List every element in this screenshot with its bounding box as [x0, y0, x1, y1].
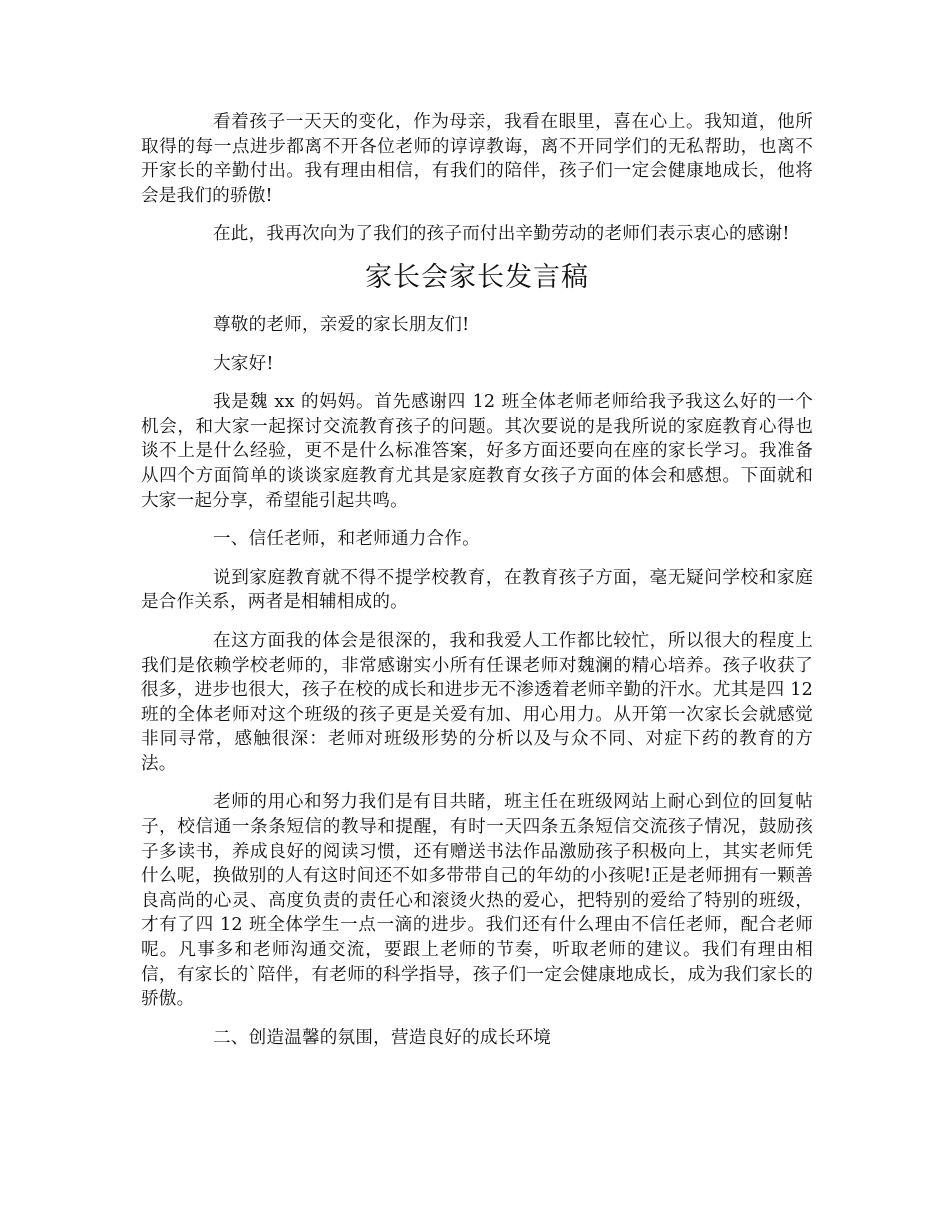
body-paragraph: 在这方面我的体会是很深的，我和我爱人工作都比较忙，所以很大的程度上我们是依赖学校老师的，非常感谢实小所有任课老师对魏澜的精心培养。孩子收获了很多，进步也很大，孩子在校的成长和进步无不渗透着老师辛勤的汗水。尤其是四 12 班的全体老师对这个班级的孩子更是关爱有加、用心用力。从开第一次家长会就感觉非同寻常，感触很深：老师对班级形势的分析以及与众不同、对症下药的教育的方法。: [141, 630, 813, 774]
body-paragraph: 我是魏 xx 的妈妈。首先感谢四 12 班全体老师老师给我予我这么好的一个机会，和大家一起探讨交流教育孩子的问题。其次要说的是我所说的家庭教育心得也谈不上是什么经验，更不是什么标准答案，好多方面还要向在座的家长学习。我准备从四个方面简单的谈谈家庭教育尤其是家庭教育女孩子方面的体会和感想。下面就和大家一起分享，希望能引起共鸣。: [141, 392, 813, 511]
intro-paragraph: 看着孩子一天天的变化，作为母亲，我看在眼里，喜在心上。我知道，他所取得的每一点进步都离不开各位老师的谆谆教诲，离不开同学们的无私帮助，也离不开家长的辛勤付出。我有理由相信，有我们的陪伴，孩子们一定会健康地成长，他将会是我们的骄傲!: [141, 112, 813, 206]
body-paragraph: 老师的用心和努力我们是有目共睹，班主任在班级网站上耐心到位的回复帖子，校信通一条条短信的教导和提醒，有时一天四条五条短信交流孩子情况，鼓励孩子多读书，养成良好的阅读习惯，还有赠送书法作品激励孩子积极向上，其实老师凭什么呢，换做别的人有这时间还不如多带带自己的年幼的小孩呢!正是老师拥有一颗善良高尚的心灵、高度负责的责任心和滚烫火热的爱心，把特别的爱给了特别的班级，才有了四 12 班全体学生一点一滴的进步。我们还有什么理由不信任老师，配合老师呢。凡事多和老师沟通交流，要跟上老师的节奏，听取老师的建议。我们有理由相信，有家长的`陪伴，有老师的科学指导，孩子们一定会健康地成长，成为我们家长的骄傲。: [141, 792, 813, 1010]
section-heading: 二、创造温馨的氛围，营造良好的成长环境: [213, 1027, 552, 1048]
greeting-paragraph: 大家好!: [213, 353, 274, 374]
document-title: 家长会家长发言稿: [365, 261, 589, 293]
body-paragraph: 说到家庭教育就不得不提学校教育，在教育孩子方面，毫无疑问学校和家庭是合作关系，两者是相辅相成的。: [141, 567, 813, 613]
document-body: [141, 110, 813, 1064]
intro-paragraph: 在此，我再次向为了我们的孩子而付出辛勤劳动的老师们表示衷心的感谢!: [213, 224, 790, 245]
salutation-paragraph: 尊敬的老师，亲爱的家长朋友们!: [213, 314, 470, 335]
section-heading: 一、信任老师，和老师通力合作。: [213, 529, 480, 550]
